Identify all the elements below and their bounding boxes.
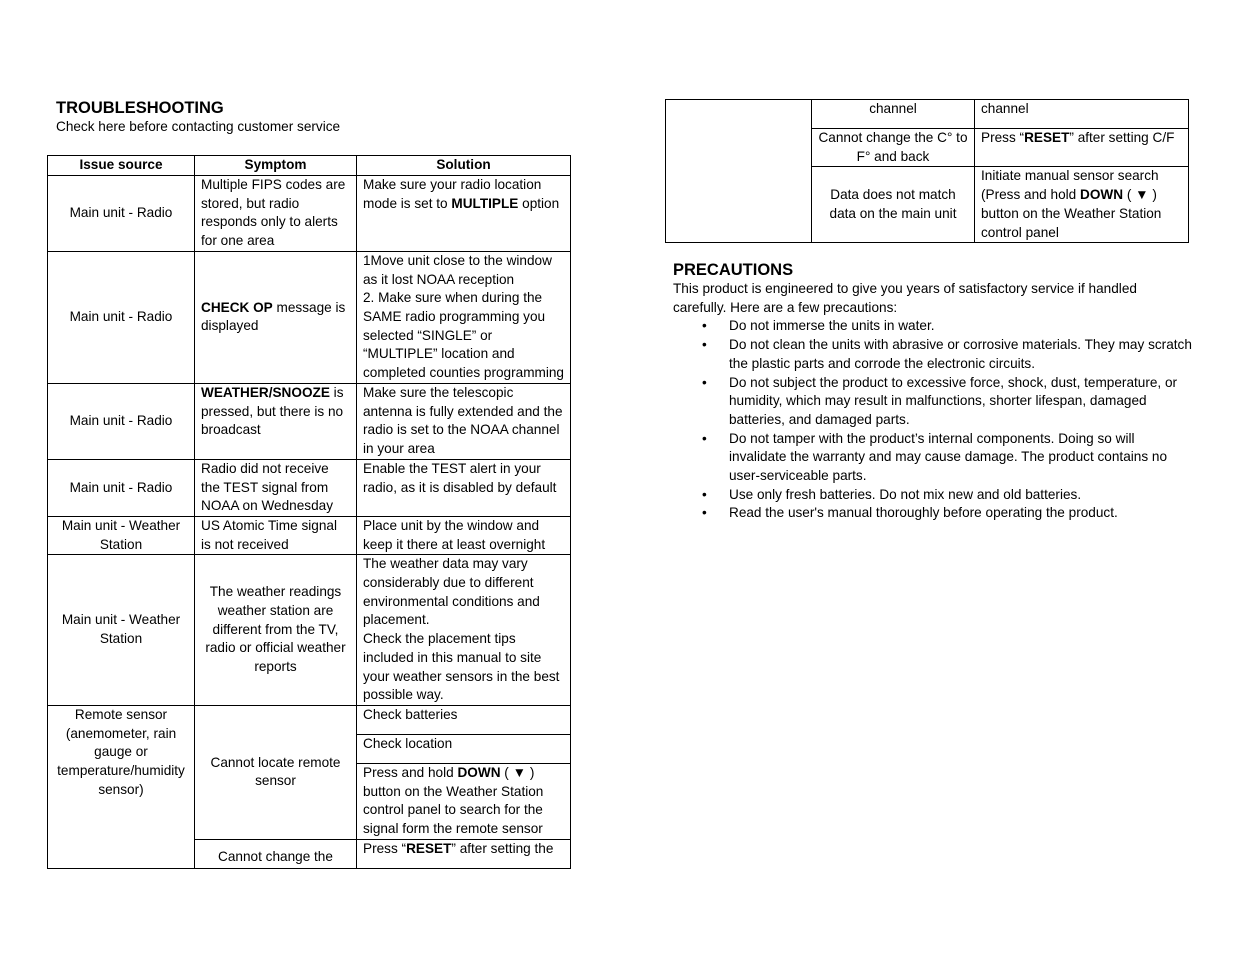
solution-line: 1Move unit close to the window as it lost NOAA reception bbox=[363, 252, 552, 287]
table-row bbox=[48, 459, 571, 516]
list-item: • Do not clean the units with abrasive or corrosive materials. They may scratch the plastic parts and corrode the electronic circuits. bbox=[729, 336, 1193, 373]
solution-cell bbox=[357, 839, 571, 868]
symptom-cell: The weather readings weather station are different from the TV, radio or official weather reports bbox=[195, 555, 357, 706]
solution-cell: Check batteries bbox=[357, 705, 571, 734]
table-row bbox=[48, 383, 571, 459]
solution-text: Press and hold bbox=[363, 764, 458, 780]
issue-source-cell: Remote sensor (anemometer, rain gauge or temperature/humidity sensor) bbox=[48, 705, 195, 868]
solution-text: option bbox=[518, 195, 560, 211]
solution-bold-text: RESET bbox=[1024, 130, 1070, 145]
troubleshooting-title: TROUBLESHOOTING bbox=[56, 99, 224, 117]
solution-text: ( ▼ ) button on the Weather Station control panel to search for the signal form the remote sensor bbox=[363, 764, 544, 837]
precautions-section bbox=[673, 280, 1193, 523]
solution-cell: Make sure the telescopic antenna is fully extended and the radio is set to the NOAA channel in your area bbox=[357, 383, 571, 459]
symptom-cell: US Atomic Time signal is not received bbox=[195, 516, 357, 554]
precautions-intro: This product is engineered to give you years of satisfactory service if handled carefully. Here are a few precautions: bbox=[673, 281, 1137, 315]
symptom-cell bbox=[195, 251, 357, 383]
table-row bbox=[48, 251, 571, 383]
table-row bbox=[48, 516, 571, 554]
symptom-cell: Multiple FIPS codes are stored, but radio responds only to alerts for one area bbox=[195, 176, 357, 252]
issue-source-cell: Main unit - Radio bbox=[48, 251, 195, 383]
issue-source-cell bbox=[666, 100, 812, 243]
symptom-bold-text: CHECK OP bbox=[201, 299, 273, 315]
issue-source-cell: Main unit - Weather Station bbox=[48, 555, 195, 706]
issue-source-cell: Main unit - Radio bbox=[48, 459, 195, 516]
list-item: • Do not tamper with the product’s internal components. Doing so will invalidate the warranty and may cause damage. The product contains no user-serviceable parts. bbox=[729, 430, 1193, 486]
table-row bbox=[666, 100, 1189, 129]
solution-cell bbox=[357, 555, 571, 706]
solution-text: Press “ bbox=[981, 130, 1025, 145]
symptom-cell: channel bbox=[812, 100, 975, 129]
solution-bold-text: MULTIPLE bbox=[451, 195, 519, 211]
solution-cell: Enable the TEST alert in your radio, as it is disabled by default bbox=[357, 459, 571, 516]
solution-cell: channel bbox=[975, 100, 1189, 129]
solution-cell bbox=[357, 176, 571, 252]
table-row bbox=[48, 555, 571, 706]
list-item: • Do not subject the product to excessive force, shock, dust, temperature, or humidity, which may result in malfunctions, shorter lifespan, damaged batteries, and damaged parts. bbox=[729, 374, 1193, 430]
troubleshooting-subtitle: Check here before contacting customer service bbox=[56, 119, 341, 134]
symptom-text: is pressed, but there is no broadcast bbox=[201, 384, 344, 438]
symptom-cell: Cannot locate remote sensor bbox=[195, 705, 357, 839]
solution-bold-text: DOWN bbox=[457, 764, 501, 780]
symptom-text: message is displayed bbox=[201, 299, 346, 334]
header-issue-source: Issue source bbox=[48, 156, 195, 176]
solution-line: 2. Make sure when during the SAME radio programming you selected “SINGLE” or “MULTIPLE” location and completed counties programming bbox=[363, 290, 564, 381]
troubleshooting-table-continued bbox=[665, 99, 1189, 243]
symptom-cell: Radio did not receive the TEST signal from NOAA on Wednesday bbox=[195, 459, 357, 516]
solution-text: ( ▼ ) button on the Weather Station control panel bbox=[981, 187, 1162, 240]
solution-text: ” after setting C/F bbox=[1069, 130, 1175, 145]
table-header-row bbox=[48, 156, 571, 176]
symptom-cell bbox=[195, 839, 357, 868]
precautions-title: PRECAUTIONS bbox=[673, 261, 794, 279]
solution-text: Make sure your radio location mode is set to bbox=[363, 177, 542, 211]
solution-line: Check the placement tips included in this manual to site your weather sensors in the best possible way. bbox=[363, 631, 560, 703]
symptom-cell: Cannot change the C° to F° and back bbox=[812, 129, 975, 167]
table-row bbox=[48, 705, 571, 734]
solution-cell bbox=[975, 167, 1189, 243]
precautions-list bbox=[673, 317, 1193, 523]
symptom-cell bbox=[195, 383, 357, 459]
symptom-cell: Data does not match data on the main unit bbox=[812, 167, 975, 243]
solution-text: Press “ bbox=[363, 840, 407, 856]
troubleshooting-table bbox=[47, 155, 571, 869]
list-item: • Do not immerse the units in water. bbox=[729, 317, 1193, 336]
issue-source-cell: Main unit - Weather Station bbox=[48, 516, 195, 554]
list-item: • Read the user's manual thoroughly before operating the product. bbox=[729, 504, 1193, 523]
solution-bold-text: DOWN bbox=[1080, 187, 1124, 203]
solution-text: Initiate manual sensor search (Press and hold bbox=[981, 168, 1159, 203]
table-row bbox=[48, 176, 571, 252]
solution-text: ” after setting the bbox=[451, 840, 554, 856]
issue-source-cell: Main unit - Radio bbox=[48, 176, 195, 252]
solution-line: The weather data may vary considerably due to different environmental conditions and placement. bbox=[363, 556, 540, 628]
symptom-text: Cannot change the bbox=[218, 848, 333, 864]
list-item: • Use only fresh batteries. Do not mix new and old batteries. bbox=[729, 486, 1193, 505]
solution-cell bbox=[357, 251, 571, 383]
solution-bold-text: RESET bbox=[406, 840, 452, 856]
solution-cell: Check location bbox=[357, 734, 571, 763]
symptom-bold-text: WEATHER/SNOOZE bbox=[201, 384, 330, 400]
solution-cell: Place unit by the window and keep it there at least overnight bbox=[357, 516, 571, 554]
issue-source-cell: Main unit - Radio bbox=[48, 383, 195, 459]
header-solution: Solution bbox=[357, 156, 571, 176]
solution-cell bbox=[975, 129, 1189, 167]
header-symptom: Symptom bbox=[195, 156, 357, 176]
solution-cell bbox=[357, 763, 571, 839]
